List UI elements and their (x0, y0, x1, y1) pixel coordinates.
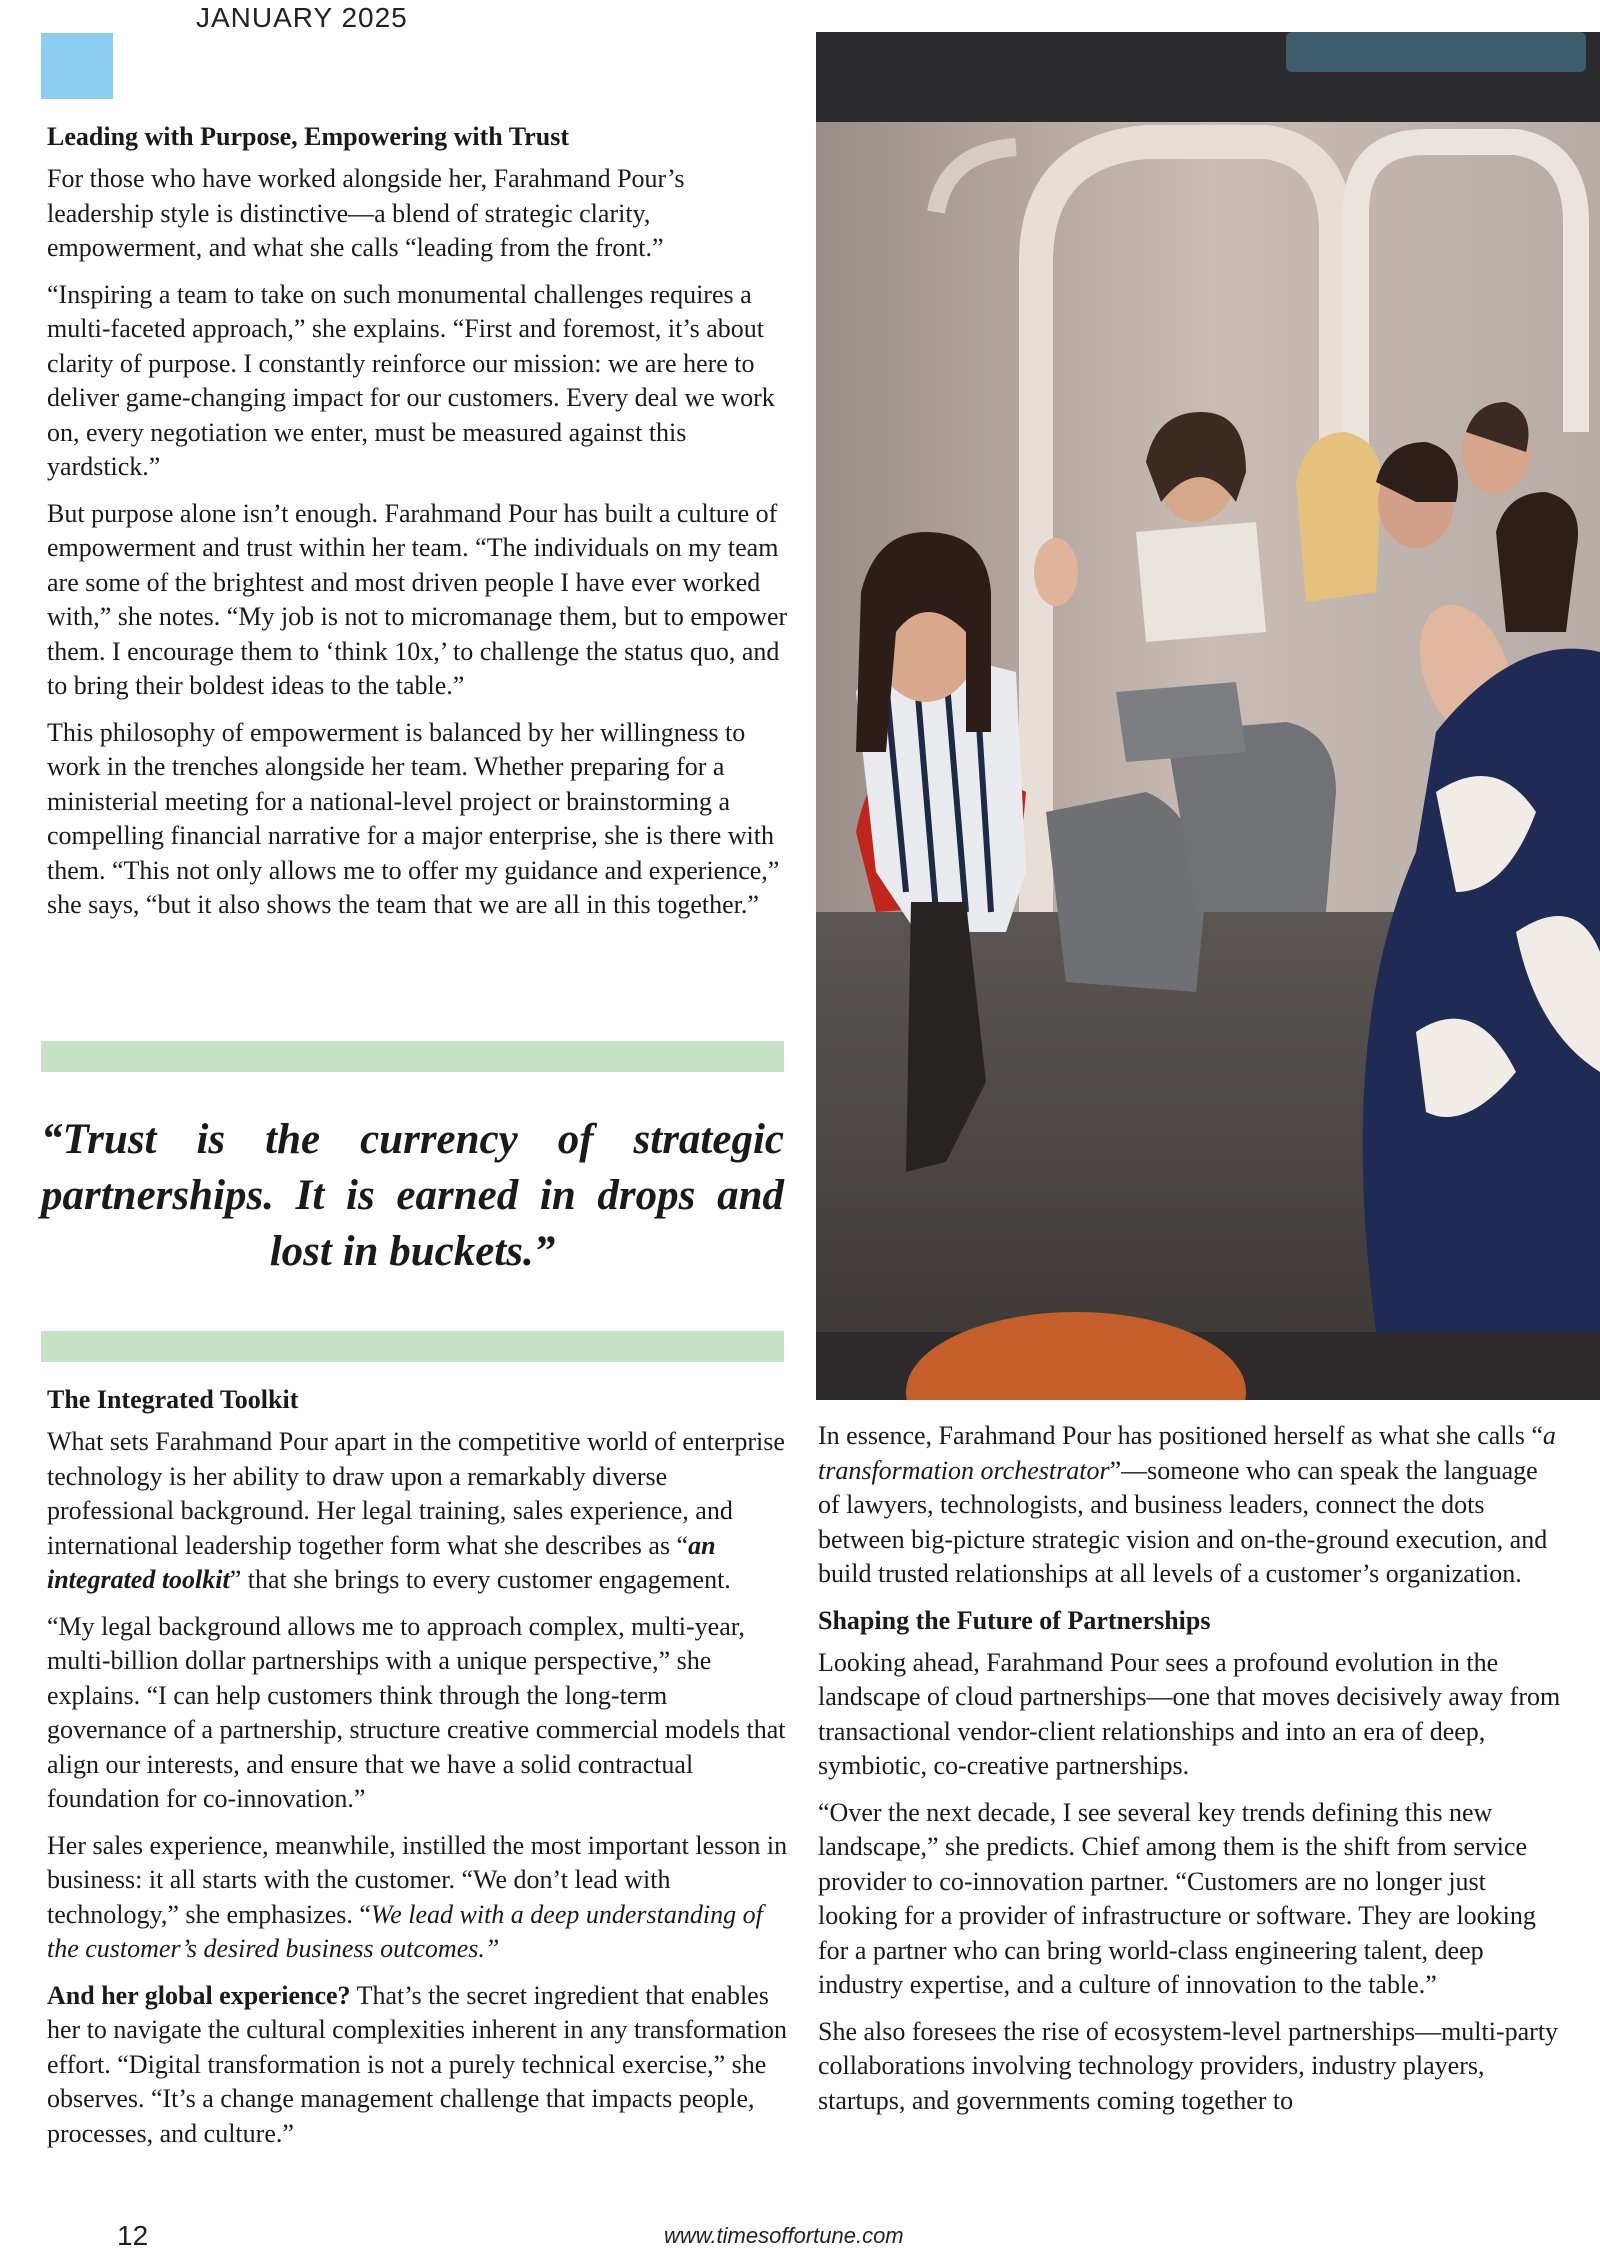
pull-quote: “Trust is the currency of strategic partnerships. It is earned in drops and lost in buckets.” (41, 1116, 784, 1275)
page-number: 12 (117, 2220, 149, 2251)
section-heading-leading: Leading with Purpose, Empowering with Trust (47, 122, 569, 151)
website-url: www.timesoffortune.com (664, 2223, 904, 2248)
column-integrated-toolkit (47, 1383, 792, 2163)
emphasis-text: an integrated toolkit (47, 1530, 716, 1594)
bold-lead: And her global experience? (47, 1980, 351, 2010)
paragraph: This philosophy of empowerment is balanced by her willingness to work in the trenches alongside her team. Whether preparing for a ministerial meeting for a national-level project or brainstorming a compelling financial narrative for a major enterprise, she is there with them. “This not only allows me to offer my guidance and experience,” she says, “but it also shows the team that we are all in this together.” (47, 717, 780, 919)
paragraph: For those who have worked alongside her, Farahmand Pour’s leadership style is distinctive—a blend of strategic clarity, empowerment, and what she calls “leading from the front.” (47, 164, 685, 262)
team-photo-illustration (816, 32, 1600, 1400)
emphasis-text: We lead with a deep understanding of the customer’s desired business outcomes.” (47, 1899, 763, 1963)
accent-square (41, 33, 113, 99)
paragraph: “Over the next decade, I see several key trends defining this new landscape,” she predicts. Chief among them is the shift from service provider to co-innovation partner. “Customers are no longer just looking for a provider of infrastructure or software. They are looking for a partner who can bring world-class engineering talent, deep industry expertise, and a culture of innovation to the table.” (818, 1797, 1536, 1999)
column-future-partnerships (818, 1419, 1563, 2130)
paragraph: Her sales experience, meanwhile, instilled the most important lesson in business: it all starts with the customer. “We don’t lead with technology,” she emphasizes. “We lead with a deep understanding of the customer’s desired business outcomes.” (47, 1830, 788, 1963)
quote-bar-top (41, 1041, 784, 1072)
issue-date: JANUARY 2025 (196, 2, 408, 33)
paragraph: “My legal background allows me to approach complex, multi-year, multi-billion dollar partnerships with a unique perspective,” she explains. “I can help customers think through the long-term governance of a partnership, structure creative commercial models that align our interests, and ensure that we have a solid contractual foundation for co-innovation.” (47, 1611, 786, 1813)
team-photo (816, 32, 1600, 1400)
section-heading-toolkit: The Integrated Toolkit (47, 1385, 299, 1414)
quote-bar-bottom (41, 1331, 784, 1362)
column-leading-with-purpose (47, 120, 792, 935)
paragraph: But purpose alone isn’t enough. Farahmand Pour has built a culture of empowerment and trust within her team. “The individuals on my team are some of the brightest and most driven people I have ever worked with,” she notes. “My job is not to micromanage them, but to empower them. I encourage them to ‘think 10x,’ to challenge the status quo, and to bring their boldest ideas to the table.” (47, 498, 788, 700)
section-heading-future: Shaping the Future of Partnerships (818, 1605, 1211, 1635)
paragraph: “Inspiring a team to take on such monumental challenges requires a multi-faceted approach,” she explains. “First and foremost, it’s about clarity of purpose. I constantly reinforce our mission: we are here to deliver game-changing impact for our customers. Every deal we work on, every negotiation we enter, must be measured against this yardstick.” (47, 279, 775, 481)
paragraph: And her global experience? That’s the secret ingredient that enables her to navigate the cultural complexities inherent in any transformation effort. “Digital transformation is not a purely technical exercise,” she observes. “It’s a change management challenge that impacts people, processes, and culture.” (47, 1980, 788, 2148)
emphasis-text: a transformation orchestrator (818, 1421, 1556, 1485)
paragraph: In essence, Farahmand Pour has positioned herself as what she calls “a transformation orchestrator”—someone who can speak the language of lawyers, technologists, and business leaders, connect the dots between big-picture strategic vision and on-the-ground execution, and build trusted relationships at all levels of a customer’s organization. (818, 1421, 1556, 1588)
paragraph: She also foresees the rise of ecosystem-level partnerships—multi-party collaborations involving technology providers, industry players, startups, and governments coming together to (818, 2016, 1559, 2115)
paragraph: What sets Farahmand Pour apart in the competitive world of enterprise technology is her ability to draw upon a remarkably diverse professional background. Her legal training, sales experience, and international leadership together form what she describes as “an integrated toolkit” that she brings to every customer engagement. (47, 1427, 785, 1594)
paragraph: Looking ahead, Farahmand Pour sees a profound evolution in the landscape of cloud partnerships—one that moves decisively away from transactional vendor-client relationships and into an era of deep, symbiotic, co-creative partnerships. (818, 1647, 1561, 1780)
